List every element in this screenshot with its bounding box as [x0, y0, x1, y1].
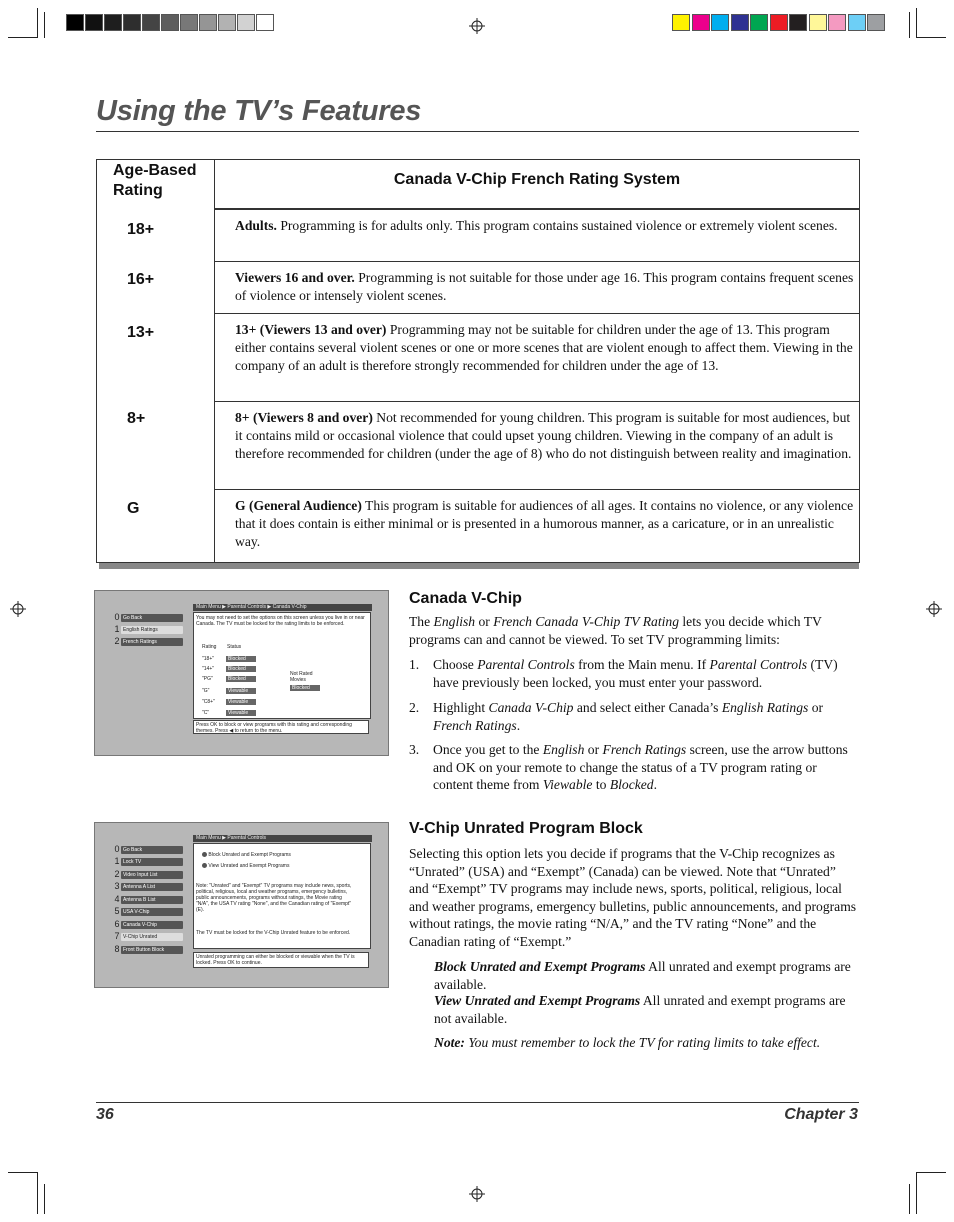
rating-row[interactable]: "C" Viewable [202, 710, 256, 716]
crop-mark [37, 1172, 38, 1214]
crop-mark [916, 1172, 946, 1173]
gray-swatch [237, 14, 255, 31]
table-row-divider [214, 313, 859, 314]
age-rating: 18+ [127, 221, 155, 238]
gray-swatch [180, 14, 198, 31]
registration-mark-icon [469, 18, 485, 34]
crop-mark [44, 1184, 45, 1214]
registration-mark-icon [926, 601, 942, 617]
step-text: Choose Parental Controls from the Main menu. If Parental Controls (TV) have previously been locked, you must enter your password. [433, 657, 838, 690]
rating-description: Viewers 16 and over. Programming is not suitable for those under age 16. This program contains frequent scenes of violence or intensely violent scenes. [235, 270, 854, 303]
canada-vchip-heading: Canada V-Chip [409, 590, 522, 607]
radio-option[interactable]: Block Unrated and Exempt Programs [202, 852, 291, 858]
page-number: 36 [96, 1106, 114, 1123]
table-divider [214, 160, 215, 563]
age-rating: 16+ [127, 271, 155, 288]
note-text: Note: You must remember to lock the TV for rating limits to take effect. [434, 1035, 821, 1050]
unrated-heading: V-Chip Unrated Program Block [409, 820, 643, 837]
crop-mark [44, 12, 45, 38]
crop-mark [916, 8, 917, 38]
age-rating: 8+ [127, 410, 146, 427]
rating-description: 8+ (Viewers 8 and over) Not recommended for young children. This program is suitable for most audiences, but it contains mild or occasional violence that could upset young children. Viewing in the company of an adult is therefore recommended for children (under the age of 8) who do not distinguish between reality and imagination. [235, 410, 852, 461]
parental-controls-screen [94, 822, 389, 988]
ratings-table [96, 159, 860, 563]
registration-mark-icon [469, 1186, 485, 1202]
color-swatch [809, 14, 827, 31]
crop-mark [909, 12, 910, 38]
rating-row[interactable]: "C8+" Viewable [202, 699, 256, 705]
table-row-divider [214, 208, 859, 210]
block-option-text: Block Unrated and Exempt Programs All unrated and exempt programs are available. [434, 959, 851, 992]
gray-swatch [66, 14, 84, 31]
unrated-panel: Block Unrated and Exempt Programs View Unrated and Exempt Programs Note: "Unrated" and "Exempt" TV programs may include news, sports, political, religious, local and weather programs, emergency bulletins, public announcements, programs without ratings, the Movie rating "N/A", the USA TV rating "None", and the Canadian rating of "Exempt" (E). The TV must be locked for the V-Chip Unrated feature to be enforced. [193, 843, 371, 949]
canada-vchip-screen [94, 590, 389, 756]
table-row-divider [214, 261, 859, 262]
color-swatch [848, 14, 866, 31]
rating-row[interactable]: "18+" Blocked [202, 656, 256, 662]
unrated-paragraph: Selecting this option lets you decide if programs that the V-Chip recognizes as “Unrated” (USA) and “Exempt” (Canada) can be viewed. Note that “Unrated” and “Exempt” TV programs may include news, sports, political, religious, local and weather programs, emergency bulletins, public announcements, and programs without ratings, the movie rating “N/A,” and the TV rating “None” and the Canadian rating of “Exempt.” [409, 846, 857, 949]
menu-item[interactable]: 1 Lock TV [113, 857, 183, 866]
menu-item[interactable]: 7 V-Chip Unrated [113, 932, 183, 941]
breadcrumb: Main Menu ▶ Parental Controls [193, 835, 372, 842]
gray-swatch [142, 14, 160, 31]
color-swatch [750, 14, 768, 31]
rating-description: 13+ (Viewers 13 and over) Programming may not be suitable for children under the age of 13. This program either contains several violent scenes or one or more scenes that are violent enough to affect them. Viewing in the company of an adult is therefore strongly recommended for children under the age of 13. [235, 322, 853, 373]
menu-item[interactable]: 0 Go Back [113, 613, 183, 622]
radio-option[interactable]: View Unrated and Exempt Programs [202, 863, 289, 869]
gray-swatch [161, 14, 179, 31]
menu-item[interactable]: 4 Antenna B List [113, 895, 183, 904]
color-swatch [711, 14, 729, 31]
chapter-label: Chapter 3 [784, 1106, 858, 1123]
crop-mark [916, 1172, 917, 1214]
rating-description: G (General Audience) This program is suitable for audiences of all ages. It contains no violence, or any violence that it does contain is either minimal or is presented in a humorous manner, as a caricature, or in an unrealistic way. [235, 498, 854, 549]
crop-mark [916, 37, 946, 38]
color-swatch [867, 14, 885, 31]
color-swatch [672, 14, 690, 31]
rating-row[interactable]: "14+" Blocked [202, 666, 256, 672]
gray-swatch [256, 14, 274, 31]
menu-item[interactable]: 3 Antenna A List [113, 882, 183, 891]
canada-vchip-intro: The English or French Canada V-Chip TV Rating lets you decide which TV programs can and cannot be viewed. To set TV programming limits: [409, 614, 822, 647]
gray-swatch [123, 14, 141, 31]
color-swatch [828, 14, 846, 31]
crop-mark [909, 1184, 910, 1214]
step-text: Once you get to the English or French Ratings screen, use the arrow buttons and OK on your remote to change the status of a TV program rating or content theme from Viewable to Blocked. [433, 742, 848, 793]
page-title: Using the TV’s Features [96, 95, 422, 127]
color-swatch [692, 14, 710, 31]
menu-item[interactable]: 2 French Ratings [113, 637, 183, 646]
view-option-text: View Unrated and Exempt Programs All unrated and exempt programs are not available. [434, 993, 846, 1026]
age-rating: G [127, 500, 140, 517]
title-rule [96, 131, 859, 132]
color-swatch [789, 14, 807, 31]
color-swatch [731, 14, 749, 31]
menu-item[interactable]: 8 Front Button Block [113, 945, 183, 954]
breadcrumb: Main Menu ▶ Parental Controls ▶ Canada V-Chip [193, 604, 372, 611]
ratings-panel: You may not need to set the options on this screen unless you live in or near Canada. The TV must be locked for the rating limits to be enforced. Rating Status "18+" Blocked "14+" Blocked "PG" Blocked "G" Viewable "C8+" Viewable "C" Viewable Not Rated Movies Blocked [193, 612, 371, 719]
table-header-age: Age-Based Rating [113, 162, 197, 199]
table-row-divider [214, 401, 859, 402]
step-number: 3. [409, 742, 420, 757]
menu-item[interactable]: 0 Go Back [113, 845, 183, 854]
menu-item[interactable]: 2 Video Input List [113, 870, 183, 879]
not-rated-status[interactable]: Blocked [290, 685, 320, 691]
gray-swatch [199, 14, 217, 31]
color-swatch [770, 14, 788, 31]
table-header-system: Canada V-Chip French Rating System [393, 171, 681, 188]
crop-mark [8, 1172, 38, 1173]
radio-button-icon [202, 863, 207, 868]
crop-mark [37, 8, 38, 38]
registration-mark-icon [10, 601, 26, 617]
gray-swatch [218, 14, 236, 31]
menu-item[interactable]: 6 Canada V-Chip [113, 920, 183, 929]
rating-row[interactable]: "G" Viewable [202, 688, 256, 694]
hint-panel: Unrated programming can either be blocked or viewable when the TV is locked. Press OK to continue. [193, 952, 369, 968]
footer-rule [96, 1102, 859, 1103]
step-number: 2. [409, 700, 420, 715]
table-row-divider [214, 489, 859, 490]
rating-row[interactable]: "PG" Blocked [202, 676, 256, 682]
step-number: 1. [409, 657, 420, 672]
gray-swatch [104, 14, 122, 31]
gray-swatch [85, 14, 103, 31]
radio-button-icon [202, 852, 207, 857]
menu-item[interactable]: 5 USA V-Chip [113, 907, 183, 916]
crop-mark [8, 37, 38, 38]
menu-item[interactable]: 1 English Ratings [113, 625, 183, 634]
hint-panel: Press OK to block or view programs with this rating and corresponding themes. Press ◀ to return to the menu. [193, 720, 369, 734]
rating-description: Adults. Programming is for adults only. This program contains sustained violence or extremely violent scenes. [235, 218, 838, 233]
step-text: Highlight Canada V-Chip and select either Canada’s English Ratings or French Ratings. [433, 700, 824, 733]
age-rating: 13+ [127, 324, 155, 341]
